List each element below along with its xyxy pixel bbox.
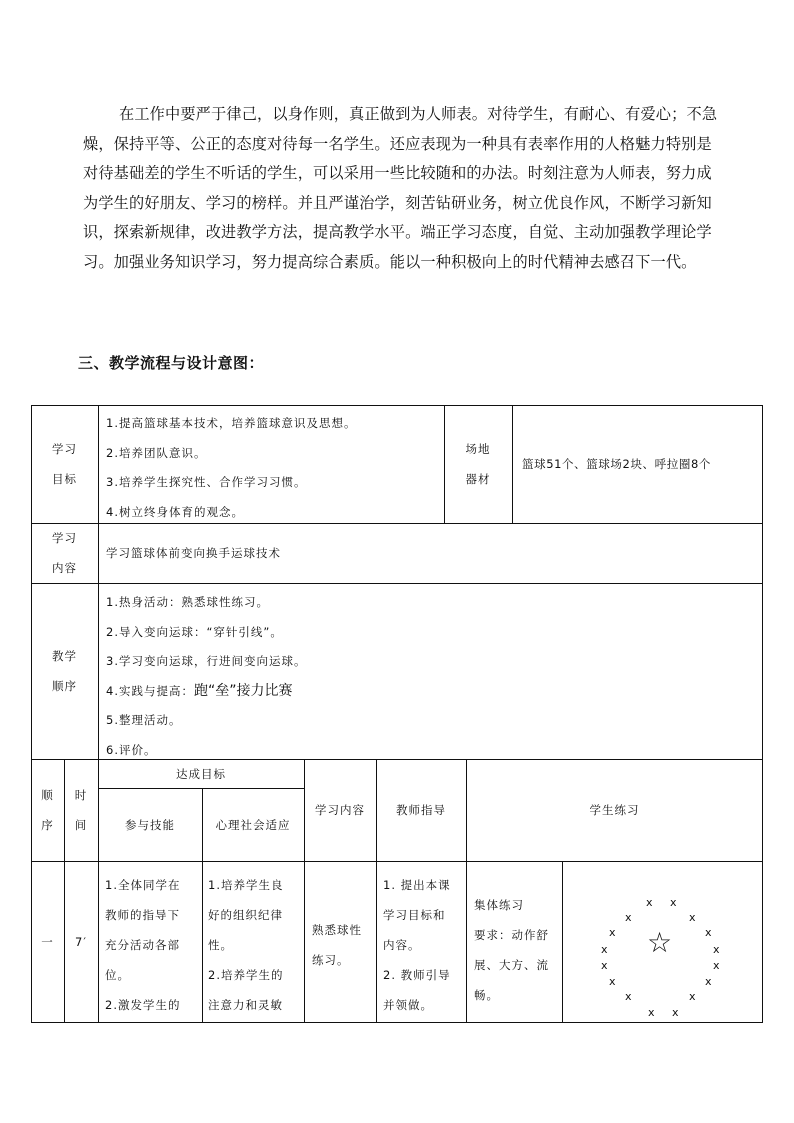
- text-line: 好的组织纪律: [208, 908, 283, 922]
- col-divider: [98, 405, 99, 1023]
- sequence-item-highlight: 跑“垒”接力比赛: [193, 682, 293, 699]
- text-line: 集体练习: [474, 898, 524, 912]
- body-paragraph: 在工作中要严于律己，以身作则，真正做到为人师表。对待学生，有耐心、有爱心；不急燥，保持平等、公正的态度对待每一名学生。还应表现为一种具有表率作用的人格魅力特别是对待基础差的学生不听话的学生，可以采用一些比较随和的办法。时刻注意为人师表，努力成为学生的好朋友、学习的榜样。并且严谨治学，刻苦钻研业务，树立优良作风，不断学习新知识，探索新规律，改进教学方法，提高教学水平。端正学习态度，自觉、主动加强教学理论学习。加强业务知识学习，努力提高综合素质。能以一种积极向上的时代精神去感召下一代。: [83, 105, 718, 271]
- header-content: 学习内容: [315, 803, 365, 817]
- sequence-item: [106, 677, 706, 707]
- goals-list: [106, 409, 442, 527]
- equipment-value: 篮球51个、篮球场2块、呼拉圈8个: [522, 457, 711, 471]
- label-text: 场地: [465, 442, 491, 456]
- content-value: 学习篮球体前变向换手运球技术: [106, 546, 281, 560]
- header-text: 间: [74, 818, 88, 832]
- student-marker-icon: x: [646, 896, 653, 909]
- col-divider: [512, 405, 513, 523]
- header-order: [31, 759, 64, 861]
- student-marker-icon: x: [713, 943, 720, 956]
- student-marker-icon: x: [670, 896, 677, 909]
- label-text: 学习: [52, 442, 77, 456]
- goal-item: 2.培养团队意识。: [106, 445, 207, 460]
- label-text: 顺序: [52, 679, 77, 693]
- student-marker-icon: x: [625, 990, 632, 1003]
- label-text: 目标: [52, 472, 77, 486]
- student-marker-icon: x: [601, 959, 608, 972]
- row1-time: 7′: [75, 935, 87, 949]
- row1-skill: [105, 870, 201, 1020]
- sequence-item: 2.导入变向运球：“穿针引线”。: [106, 624, 283, 639]
- text-line: 教师的指导下: [105, 908, 180, 922]
- header-student: 学生练习: [589, 803, 640, 817]
- text-line: 注意力和灵敏: [208, 998, 283, 1012]
- star-icon: ☆: [647, 926, 673, 959]
- row1-content: [312, 915, 374, 975]
- label-text: 学习: [52, 531, 77, 545]
- sequence-item: 5.整理活动。: [106, 713, 182, 727]
- content-label: [31, 523, 98, 583]
- text-line: 2. 教师引导: [383, 968, 451, 982]
- text-line: 熟悉球性: [312, 923, 362, 937]
- text-line: 畅。: [474, 988, 499, 1002]
- student-marker-icon: x: [705, 975, 712, 988]
- student-marker-icon: x: [672, 1006, 679, 1019]
- sequence-item: 3.学习变向运球，行进间变向运球。: [106, 654, 307, 668]
- header-skill: 参与技能: [125, 817, 175, 832]
- student-marker-icon: x: [713, 959, 720, 972]
- goal-item: 4.树立终身体育的观念。: [106, 504, 244, 519]
- label-text: 器材: [465, 472, 491, 486]
- student-marker-icon: x: [689, 990, 696, 1003]
- sequence-label: [31, 583, 98, 759]
- goals-label: [31, 405, 98, 523]
- sequence-item: 6.评价。: [106, 742, 157, 757]
- section-title: 三、教学流程与设计意图：: [78, 354, 265, 372]
- text-line: 性。: [208, 938, 233, 952]
- text-line: 充分活动各部: [105, 938, 180, 952]
- row1-psych: [208, 870, 304, 1020]
- text-line: 1.培养学生良: [208, 878, 284, 892]
- sequence-item: 1.热身活动：熟悉球性练习。: [106, 595, 269, 609]
- student-marker-icon: x: [609, 975, 616, 988]
- header-text: 序: [41, 818, 54, 832]
- student-marker-icon: x: [705, 926, 712, 939]
- equipment-label: [444, 405, 512, 523]
- header-goal-group: 达成目标: [176, 766, 226, 781]
- row1-practice: [474, 890, 562, 1010]
- goal-item: 3.培养学生探究性、合作学习习惯。: [106, 475, 307, 489]
- header-text: 顺: [41, 788, 54, 802]
- text-line: 要求：动作舒: [474, 928, 549, 942]
- student-marker-icon: x: [648, 1006, 655, 1019]
- sequence-item-prefix: 4.实践与提高：: [106, 683, 194, 698]
- student-marker-icon: x: [601, 943, 608, 956]
- header-teacher: 教师指导: [396, 803, 446, 817]
- header-time: [64, 759, 98, 861]
- sequence-list: [106, 588, 706, 765]
- text-line: 2.培养学生的: [208, 968, 284, 982]
- label-text: 内容: [52, 561, 77, 575]
- text-line: 内容。: [383, 938, 421, 952]
- label-text: 教学: [52, 649, 77, 663]
- row1-order: 一: [41, 935, 54, 949]
- student-marker-icon: x: [689, 911, 696, 924]
- text-line: 1. 提出本课: [383, 878, 451, 892]
- row1-teacher: [383, 870, 465, 1020]
- header-text: 时: [74, 788, 88, 802]
- text-line: 练习。: [312, 953, 350, 967]
- text-line: 并领做。: [383, 998, 433, 1012]
- row-divider: [31, 583, 763, 584]
- goal-item: 1.提高篮球基本技术，培养篮球意识及思想。: [106, 416, 357, 430]
- text-line: 2.激发学生的: [105, 998, 181, 1012]
- student-marker-icon: x: [609, 926, 616, 939]
- text-line: 学习目标和: [383, 908, 446, 922]
- text-line: 展、大方、流: [474, 958, 549, 972]
- student-marker-icon: x: [625, 911, 632, 924]
- text-line: 位。: [105, 968, 130, 982]
- formation-diagram: [562, 861, 763, 1023]
- header-psych: 心理社会适应: [215, 817, 291, 832]
- text-line: 1.全体同学在: [105, 878, 181, 892]
